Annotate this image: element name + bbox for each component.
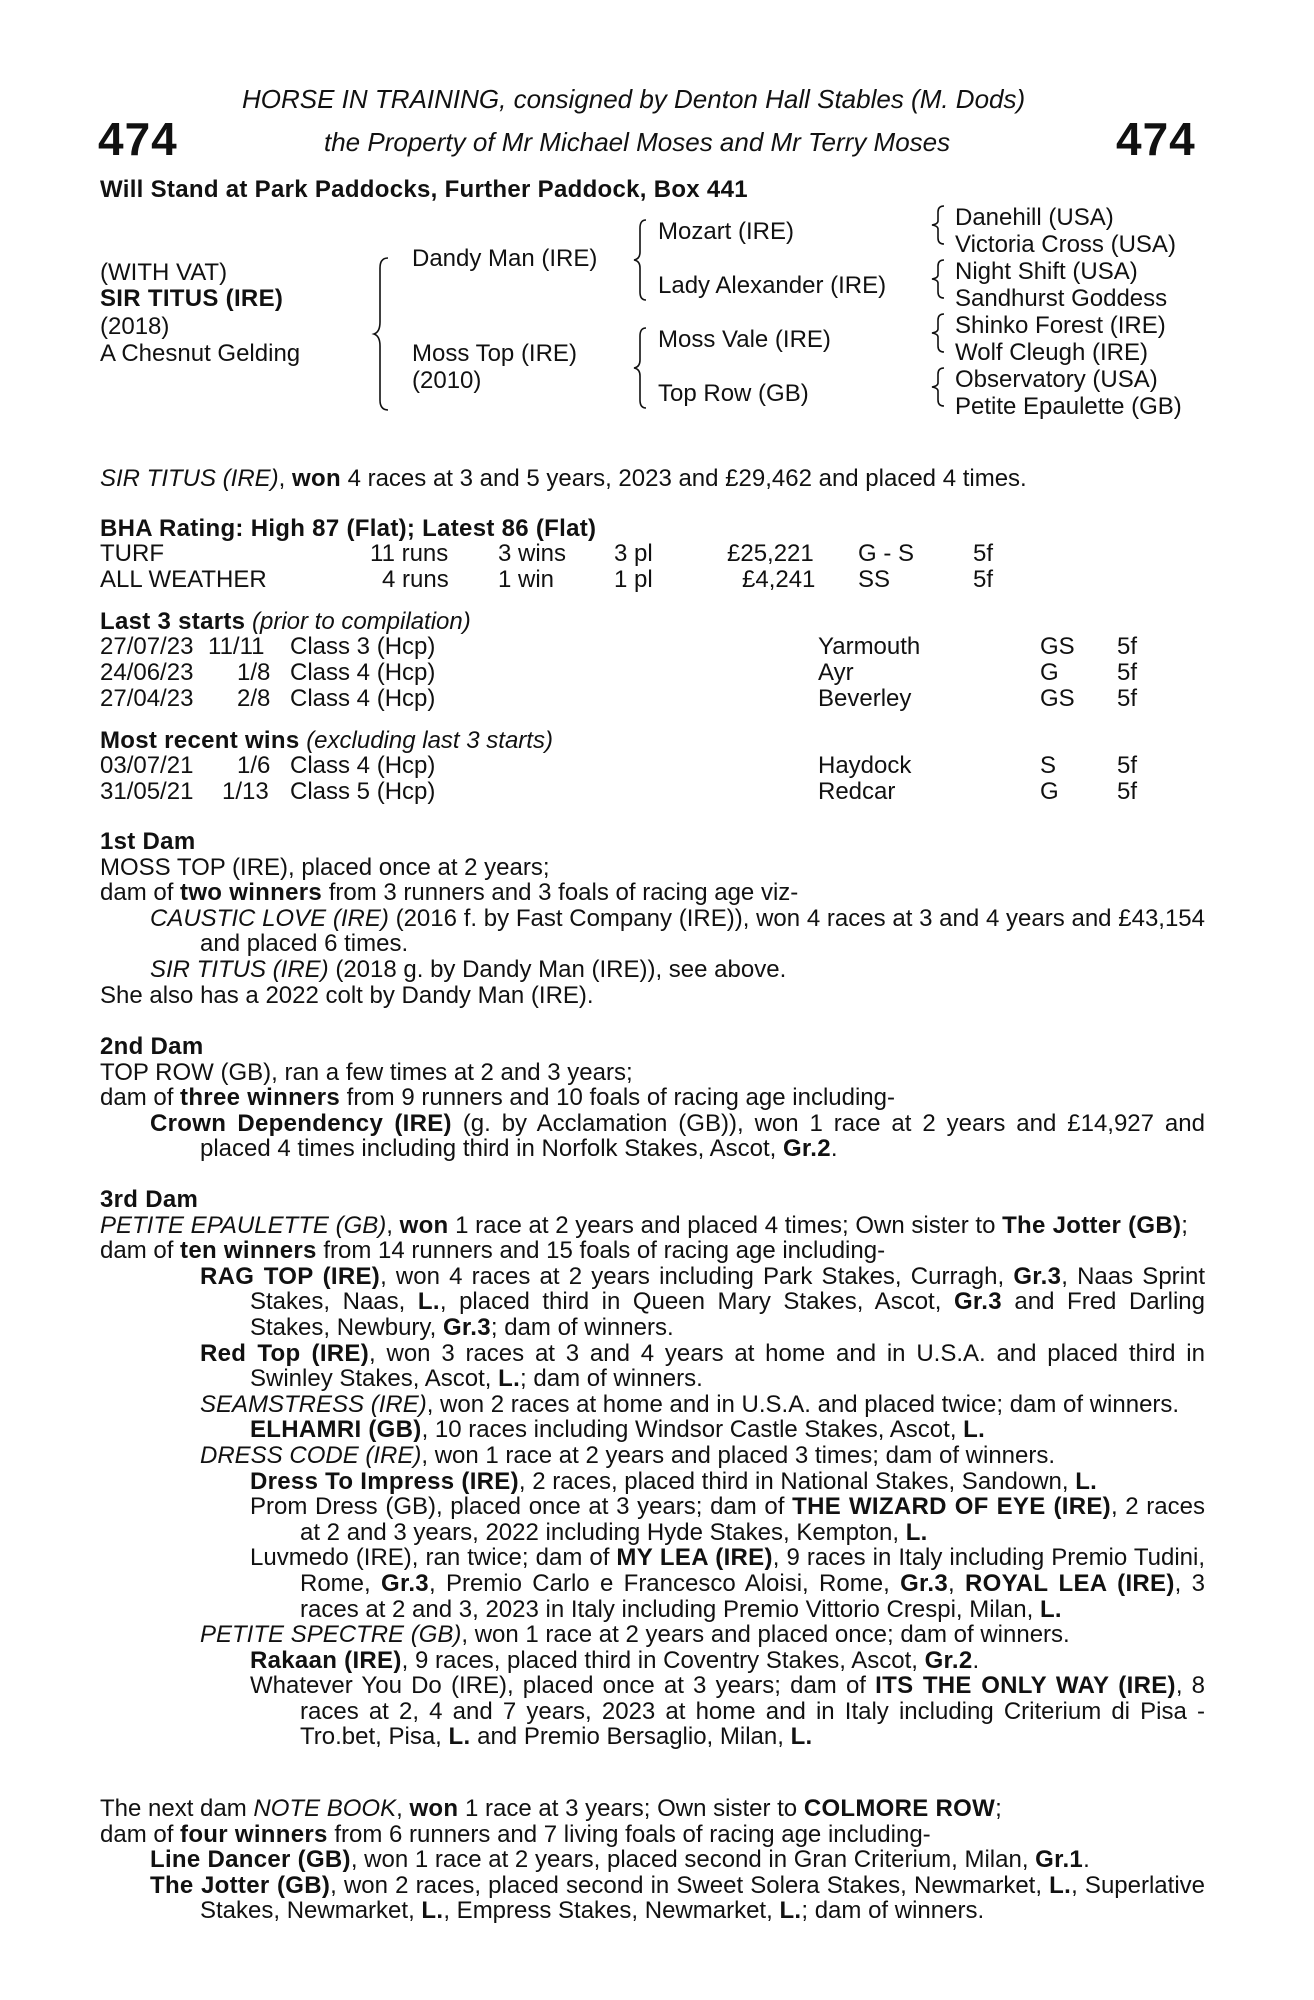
win-date: 03/07/21 [100,752,194,779]
main-brace [372,256,392,412]
first-dam-section [100,829,1205,1008]
rating-going: G - S [858,540,915,567]
start-date: 27/07/23 [100,633,194,660]
brace-g1 [930,204,948,246]
produce-entry: RAG TOP (IRE), won 4 races at 2 years including Park Stakes, Curragh, Gr.3, Naas Sprint Stakes, Naas, L., placed third in Queen Mary Stakes, Ascot, Gr.3 and Fred Darling Stakes, Newbury, Gr.3; dam of winners. [200,1262,1206,1341]
start-class: Class 4 (Hcp) [290,685,436,712]
lot-number-left: 474 [98,113,178,165]
start-date: 24/06/23 [100,659,194,686]
rating-distance: 5f [973,540,994,567]
property-line: the Property of Mr Michael Moses and Mr Terry Moses [324,127,951,157]
produce-entry: Crown Dependency (IRE) (g. by Acclamation (GB)), won 1 race at 2 years and £14,927 and placed 4 times including third in Norfolk Stakes, Ascot, Gr.2. [150,1109,1205,1163]
g-sdd: Sandhurst Goddess [955,285,1168,312]
win-course: Haydock [818,752,912,779]
section-heading: 2nd Dam [100,1033,204,1060]
next-dam-section [100,1796,1205,1924]
produce-entry: PETITE SPECTRE (GB), won 1 race at 2 years and placed once; dam of winners. [200,1621,1070,1649]
grand-produce-entry: ELHAMRI (GB), 10 races including Windsor Castle Stakes, Ascot, L. [250,1416,986,1444]
produce-entry: DRESS CODE (IRE), won 1 race at 2 years and placed 3 times; dam of winners. [200,1441,1056,1469]
dam-record: MOSS TOP (IRE), placed once at 2 years; [100,853,550,881]
brace-g3 [930,312,948,354]
rating-wins: 1 win [498,566,555,593]
start-class: Class 3 (Hcp) [290,633,436,660]
produce-entry: Line Dancer (GB), won 1 race at 2 years, placed second in Gran Criterium, Milan, Gr.1. [150,1846,1090,1874]
dam-sire: Moss Vale (IRE) [658,326,831,353]
g-sss: Danehill (USA) [955,204,1114,231]
grand-produce-entry: Luvmedo (IRE), ran twice; dam of MY LEA (IRE), 9 races in Italy including Premio Tudini, Rome, Gr.3, Premio Carlo e Francesco Aloisi, Rome, Gr.3, ROYAL LEA (IRE), 3 races at 2 and 3, 2023 in Italy including Premio Vittorio Crespi, Milan, L. [250,1544,1206,1623]
rating-runs: 4 runs [382,566,449,593]
win-course: Redcar [818,778,896,805]
recent-wins-heading: Most recent wins (excluding last 3 starts) [100,727,553,754]
second-dam-section [100,1034,1205,1162]
dam-record: TOP ROW (GB), ran a few times at 2 and 3 years; [100,1058,633,1086]
dam-record: PETITE EPAULETTE (GB), won 1 race at 2 years and placed 4 times; Own sister to The Jotter (GB); [100,1211,1188,1239]
win-distance: 5f [1117,778,1138,805]
race-summary: SIR TITUS (IRE), won 4 races at 3 and 5 years, 2023 and £29,462 and placed 4 times. [100,465,1027,492]
horse-name: SIR TITUS (IRE) [100,285,284,312]
dam-dam: Top Row (GB) [658,380,809,407]
rating-surface: ALL WEATHER [100,566,267,593]
produce-entry: SEAMSTRESS (IRE), won 2 races at home and in U.S.A. and placed twice; dam of winners. [200,1390,1180,1418]
sire: Dandy Man (IRE) [412,245,598,272]
start-going: GS [1040,685,1075,712]
sire-brace [632,218,650,302]
g-dds: Observatory (USA) [955,366,1158,393]
brace-g2 [930,258,948,300]
rating-prize: £4,241 [742,566,816,593]
rating-runs: 11 runs [370,540,449,567]
rating-wins: 3 wins [498,540,567,567]
lot-number-right: 474 [1116,113,1196,165]
g-sds: Night Shift (USA) [955,258,1138,285]
brace-g4 [930,366,948,408]
start-going: GS [1040,633,1075,660]
rating-prize: £25,221 [727,540,814,567]
win-going: G [1040,778,1059,805]
start-course: Ayr [818,659,854,686]
section-heading: 3rd Dam [100,1186,199,1213]
rating-distance: 5f [973,566,994,593]
win-going: S [1040,752,1057,779]
grand-produce-entry: Prom Dress (GB), placed once at 3 years; dam of THE WIZARD OF EYE (IRE), 2 races at 2 and 3 years, 2022 including Hyde Stakes, Kempton, L. [250,1493,1205,1546]
start-position: 2/8 [237,685,271,712]
win-class: Class 4 (Hcp) [290,752,436,779]
horse-description: A Chesnut Gelding [100,340,301,367]
grand-produce-entry: Whatever You Do (IRE), placed once at 3 years; dam of ITS THE ONLY WAY (IRE), 8 races at 2, 4 and 7 years, 2023 at home and in Italy including Criterium di Pisa - Tro.bet, Pisa, L. and Premio Bersaglio, Milan, L. [250,1672,1205,1751]
win-position: 1/6 [237,752,271,779]
g-dss: Shinko Forest (IRE) [955,312,1166,339]
start-distance: 5f [1117,685,1138,712]
bha-rating: BHA Rating: High 87 (Flat); Latest 86 (Flat) [100,515,597,542]
grand-produce-entry: Rakaan (IRE), 9 races, placed third in Coventry Stakes, Ascot, Gr.2. [250,1646,980,1674]
sire-sire: Mozart (IRE) [658,218,795,245]
stand-location: Will Stand at Park Paddocks, Further Paddock, Box 441 [100,176,748,203]
produce-entry: The Jotter (GB), won 2 races, placed second in Sweet Solera Stakes, Newmarket, L., Superlative Stakes, Newmarket, L., Empress Stakes, Newmarket, L.; dam of winners. [150,1871,1206,1925]
start-position: 1/8 [237,659,271,686]
start-distance: 5f [1117,633,1138,660]
sire-dam: Lady Alexander (IRE) [658,272,887,299]
dam-produce-summary: dam of two winners from 3 runners and 3 foals of racing age viz- [100,879,799,907]
produce-entry: Red Top (IRE), won 3 races at 3 and 4 years at home and in U.S.A. and placed third in Swinley Stakes, Ascot, L.; dam of winners. [200,1339,1205,1393]
third-dam-section [100,1187,1205,1750]
rating-surface: TURF [100,540,164,567]
start-distance: 5f [1117,659,1138,686]
g-ddd: Petite Epaulette (GB) [955,393,1182,420]
dam-produce-summary: dam of ten winners from 14 runners and 15 foals of racing age including- [100,1237,886,1265]
win-position: 1/13 [222,778,269,805]
last3-heading: Last 3 starts (prior to compilation) [100,608,471,635]
foal-note: She also has a 2022 colt by Dandy Man (IRE). [100,981,594,1009]
dam-year: (2010) [412,367,482,394]
horse-year: (2018) [100,313,170,340]
dam-brace [632,326,650,410]
rating-placed: 3 pl [614,540,653,567]
g-ssd: Victoria Cross (USA) [955,231,1176,258]
start-class: Class 4 (Hcp) [290,659,436,686]
produce-entry: CAUSTIC LOVE (IRE) (2016 f. by Fast Company (IRE)), won 4 races at 3 and 4 years and £43,154 and placed 6 times. [150,904,1205,958]
vat-note: (WITH VAT) [100,259,228,286]
section-heading: 1st Dam [100,828,196,855]
produce-entry: SIR TITUS (IRE) (2018 g. by Dandy Man (IRE)), see above. [150,955,787,983]
start-course: Beverley [818,685,912,712]
dam-produce-summary: dam of four winners from 6 runners and 7 living foals of racing age including- [100,1820,931,1848]
start-course: Yarmouth [818,633,921,660]
start-date: 27/04/23 [100,685,194,712]
g-dsd: Wolf Cleugh (IRE) [955,339,1148,366]
start-going: G [1040,659,1059,686]
dam-produce-summary: dam of three winners from 9 runners and 10 foals of racing age including- [100,1084,895,1112]
consignor-line: HORSE IN TRAINING, consigned by Denton Hall Stables (M. Dods) [242,84,1026,114]
rating-placed: 1 pl [614,566,653,593]
dam: Moss Top (IRE) [412,340,577,367]
win-class: Class 5 (Hcp) [290,778,436,805]
dam-record: The next dam NOTE BOOK, won 1 race at 3 years; Own sister to COLMORE ROW; [100,1795,1002,1822]
win-date: 31/05/21 [100,778,194,805]
win-distance: 5f [1117,752,1138,779]
start-position: 11/11 [208,633,265,660]
rating-going: SS [858,566,891,593]
grand-produce-entry: Dress To Impress (IRE), 2 races, placed third in National Stakes, Sandown, L. [250,1467,1098,1495]
